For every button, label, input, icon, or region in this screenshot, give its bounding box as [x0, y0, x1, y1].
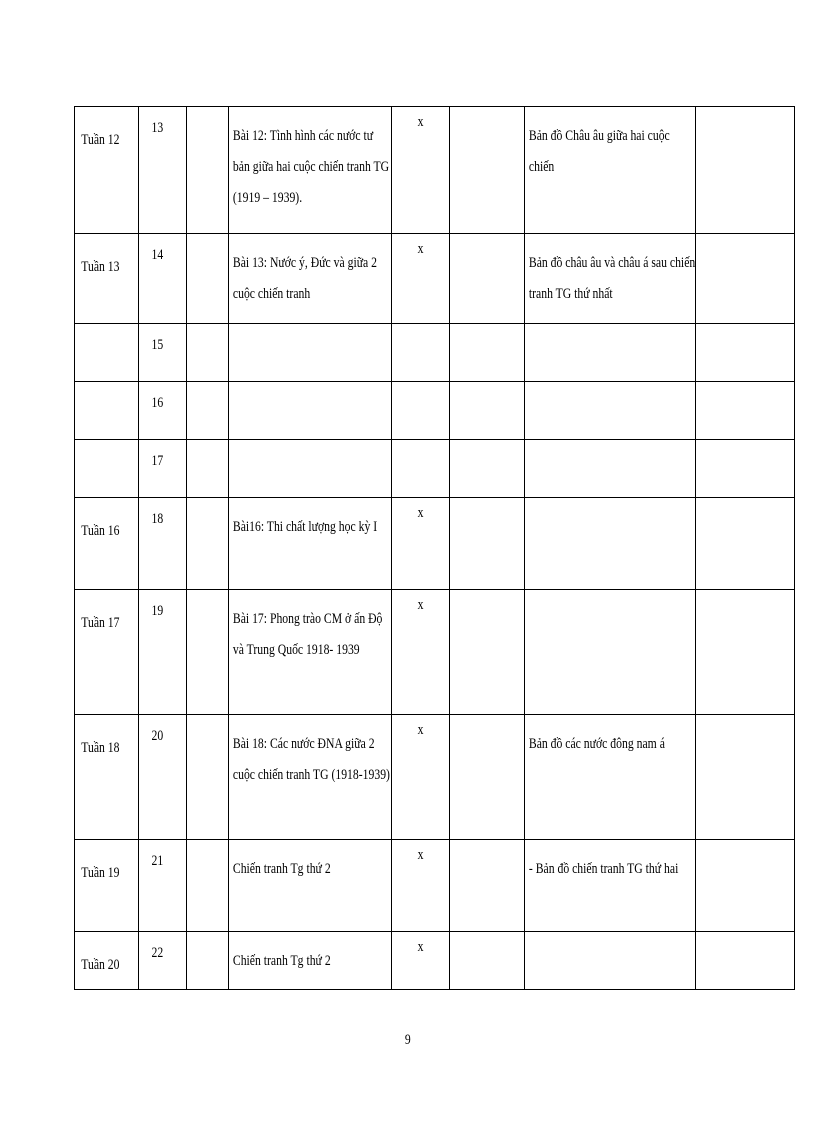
notes-cell — [696, 715, 795, 840]
mark-cell-text: x — [417, 847, 424, 863]
blank-cell — [187, 382, 229, 440]
mark-cell — [392, 498, 450, 590]
mark-cell — [392, 590, 450, 715]
notes-cell — [696, 107, 795, 234]
period-number-cell — [139, 440, 187, 498]
period-number-cell-text: 20 — [151, 728, 164, 744]
week-cell-text: Tuần 13 — [81, 259, 120, 275]
blank-cell — [450, 234, 525, 324]
schedule-table — [74, 106, 795, 990]
table-row — [75, 498, 795, 590]
period-number-cell-text: 19 — [151, 603, 164, 619]
week-cell-text — [75, 440, 124, 458]
lesson-cell — [229, 498, 392, 590]
lesson-cell-text: Bài16: Thi chất lượng học kỳ I — [232, 519, 378, 535]
table-row — [75, 107, 795, 234]
table-row — [75, 382, 795, 440]
blank-cell — [187, 498, 229, 590]
blank-cell — [187, 715, 229, 840]
week-cell-text — [75, 382, 124, 400]
blank-cell — [187, 324, 229, 382]
teaching-aids-cell-text — [525, 440, 697, 454]
mark-cell-text: x — [417, 597, 424, 613]
notes-cell — [696, 440, 795, 498]
period-number-cell — [139, 234, 187, 324]
week-cell — [75, 715, 139, 840]
week-cell — [75, 590, 139, 715]
blank-cell — [450, 840, 525, 932]
teaching-aids-cell-text — [525, 590, 697, 604]
teaching-aids-cell-text — [525, 498, 697, 512]
blank-cell — [187, 440, 229, 498]
week-cell — [75, 107, 139, 234]
blank-cell — [450, 107, 525, 234]
table-row — [75, 440, 795, 498]
page-number — [0, 1032, 816, 1049]
table-row — [75, 715, 795, 840]
lesson-cell — [229, 932, 392, 990]
period-number-cell — [139, 932, 187, 990]
table-row — [75, 234, 795, 324]
mark-cell-text: x — [417, 241, 424, 257]
week-cell-text: Tuần 19 — [81, 865, 120, 881]
teaching-aids-cell — [525, 440, 696, 498]
blank-cell — [450, 324, 525, 382]
mark-cell-text: x — [417, 505, 424, 521]
teaching-aids-cell — [525, 715, 696, 840]
period-number-cell — [139, 324, 187, 382]
teaching-aids-cell-text — [525, 382, 697, 396]
lesson-cell — [229, 715, 392, 840]
table-row — [75, 324, 795, 382]
lesson-cell-text: Chiến tranh Tg thứ 2 — [232, 953, 331, 969]
blank-cell — [187, 107, 229, 234]
mark-cell-text: x — [417, 114, 424, 130]
lesson-cell-text: Bài 18: Các nước ĐNA giữa 2 cuộc chiến tranh TG (1918-1939) — [232, 736, 390, 783]
week-cell — [75, 840, 139, 932]
lesson-cell-text — [229, 382, 393, 396]
period-number-cell-text: 15 — [151, 337, 164, 353]
mark-cell — [392, 932, 450, 990]
week-cell-text — [75, 324, 124, 342]
teaching-aids-cell — [525, 840, 696, 932]
lesson-cell — [229, 840, 392, 932]
mark-cell — [392, 715, 450, 840]
teaching-aids-cell-text: Bản đồ châu âu và châu á sau chiến tranh TG thứ nhất — [528, 255, 696, 302]
week-cell — [75, 932, 139, 990]
lesson-cell — [229, 440, 392, 498]
lesson-cell — [229, 382, 392, 440]
blank-cell — [187, 840, 229, 932]
period-number-cell-text: 17 — [151, 453, 164, 469]
week-cell-text: Tuần 18 — [81, 740, 120, 756]
period-number-cell-text: 22 — [151, 945, 164, 961]
teaching-aids-cell-text — [525, 932, 697, 946]
period-number-cell-text: 13 — [151, 120, 164, 136]
mark-cell — [392, 324, 450, 382]
teaching-aids-cell-text: Bản đồ Châu âu giữa hai cuộc chiến — [528, 128, 670, 175]
teaching-aids-cell — [525, 498, 696, 590]
period-number-cell — [139, 107, 187, 234]
teaching-aids-cell — [525, 324, 696, 382]
notes-cell — [696, 498, 795, 590]
teaching-aids-cell — [525, 234, 696, 324]
blank-cell — [450, 715, 525, 840]
week-cell-text: Tuần 12 — [81, 132, 120, 148]
mark-cell — [392, 234, 450, 324]
week-cell-text: Tuần 16 — [81, 523, 120, 539]
lesson-cell-text: Bài 12: Tình hình các nước tư bản giữa hai cuộc chiến tranh TG (1919 – 1939). — [232, 128, 390, 206]
blank-cell — [187, 234, 229, 324]
lesson-cell-text: Bài 17: Phong trào CM ở ấn Độ và Trung Quốc 1918- 1939 — [232, 611, 383, 658]
week-cell — [75, 498, 139, 590]
blank-cell — [450, 440, 525, 498]
lesson-cell-text — [229, 440, 393, 454]
blank-cell — [187, 932, 229, 990]
period-number-cell — [139, 498, 187, 590]
notes-cell — [696, 324, 795, 382]
notes-cell — [696, 590, 795, 715]
mark-cell — [392, 382, 450, 440]
lesson-cell — [229, 234, 392, 324]
week-cell-text: Tuần 20 — [81, 957, 120, 973]
period-number-cell-text: 14 — [151, 247, 164, 263]
blank-cell — [450, 382, 525, 440]
lesson-cell-text: Chiến tranh Tg thứ 2 — [232, 861, 331, 877]
mark-cell — [392, 440, 450, 498]
lesson-cell — [229, 107, 392, 234]
mark-cell-text: x — [417, 722, 424, 738]
period-number-cell — [139, 382, 187, 440]
mark-cell — [392, 840, 450, 932]
mark-cell-text: x — [417, 939, 424, 955]
week-cell — [75, 324, 139, 382]
table-row — [75, 590, 795, 715]
blank-cell — [450, 590, 525, 715]
blank-cell — [187, 590, 229, 715]
lesson-cell — [229, 324, 392, 382]
table-row — [75, 932, 795, 990]
notes-cell — [696, 932, 795, 990]
teaching-aids-cell — [525, 382, 696, 440]
period-number-cell — [139, 840, 187, 932]
table-row — [75, 840, 795, 932]
notes-cell — [696, 382, 795, 440]
notes-cell — [696, 234, 795, 324]
lesson-cell-text: Bài 13: Nước ý, Đức và giữa 2 cuộc chiến tranh — [232, 255, 378, 302]
blank-cell — [450, 932, 525, 990]
lesson-cell-text — [229, 324, 393, 338]
mark-cell — [392, 107, 450, 234]
period-number-cell — [139, 715, 187, 840]
teaching-aids-cell-text: - Bản đồ chiến tranh TG thứ hai — [528, 861, 679, 877]
week-cell-text: Tuần 17 — [81, 615, 120, 631]
teaching-aids-cell-text — [525, 324, 697, 338]
period-number-cell — [139, 590, 187, 715]
week-cell — [75, 440, 139, 498]
period-number-cell-text: 16 — [151, 395, 164, 411]
teaching-aids-cell — [525, 932, 696, 990]
week-cell — [75, 234, 139, 324]
notes-cell — [696, 840, 795, 932]
teaching-aids-cell-text: Bản đồ các nước đông nam á — [528, 736, 665, 752]
teaching-aids-cell — [525, 590, 696, 715]
schedule-rows — [75, 107, 795, 990]
period-number-cell-text: 18 — [151, 511, 164, 527]
week-cell — [75, 382, 139, 440]
lesson-cell — [229, 590, 392, 715]
period-number-cell-text: 21 — [151, 853, 164, 869]
teaching-aids-cell — [525, 107, 696, 234]
blank-cell — [450, 498, 525, 590]
page-number-text: 9 — [405, 1032, 411, 1048]
